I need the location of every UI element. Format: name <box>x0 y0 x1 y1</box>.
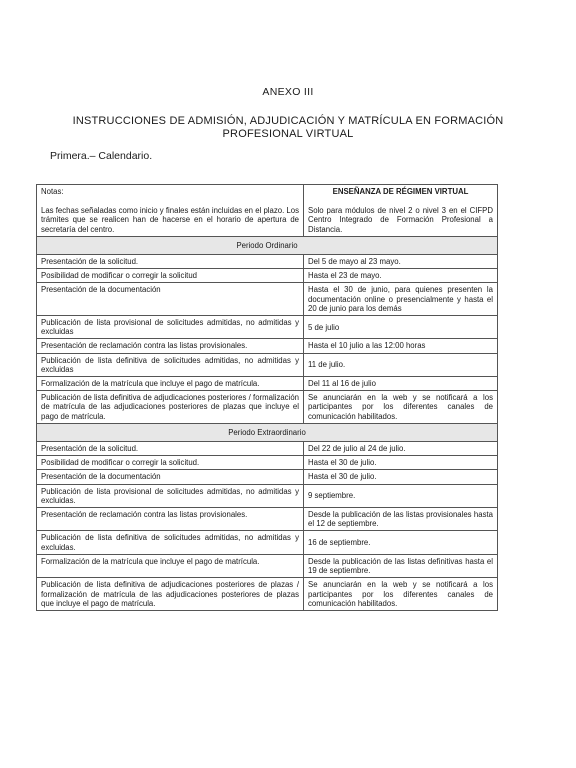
notes-label: Notas: <box>41 187 64 196</box>
notes-text: Las fechas señaladas como inicio y finales están incluidas en el plazo. Los trámites que se realicen han de hacerse en el horario de apertura de secretaría del centro. <box>41 206 299 234</box>
date-cell: Se anunciarán en la web y se notificará a los participantes por los diferentes canales de comunicación habilitados. <box>304 578 498 611</box>
step-cell: Presentación de la solicitud. <box>37 255 304 269</box>
table-row <box>37 484 498 507</box>
table-row <box>37 269 498 283</box>
date-cell: 5 de julio <box>304 316 498 339</box>
step-cell: Presentación de la documentación <box>37 470 304 484</box>
date-cell: Desde la publicación de las listas definitivas hasta el 19 de septiembre. <box>304 554 498 577</box>
table-row <box>37 442 498 456</box>
step-cell: Presentación de reclamación contra las listas provisionales. <box>37 508 304 531</box>
table-row <box>37 339 498 353</box>
document-title: INSTRUCCIONES DE ADMISIÓN, ADJUDICACIÓN Y MATRÍCULA EN FORMACIÓN PROFESIONAL VIRTUAL <box>72 115 504 140</box>
step-cell: Publicación de lista provisional de solicitudes admitidas, no admitidas y excluidas <box>37 316 304 339</box>
section-row-extraordinario <box>37 423 498 441</box>
date-cell: 16 de septiembre. <box>304 531 498 554</box>
date-cell: Hasta el 30 de julio. <box>304 456 498 470</box>
extraordinario-rows <box>37 442 498 611</box>
table-row <box>37 456 498 470</box>
date-cell: Del 11 al 16 de julio <box>304 377 498 391</box>
table-row <box>37 255 498 269</box>
step-cell: Publicación de lista definitiva de adjudicaciones posteriores / formalización de matrícula de las adjudicaciones posteriores de plazas que incluye el pago de matrícula. <box>37 391 304 424</box>
date-cell: 9 septiembre. <box>304 484 498 507</box>
column-text: Solo para módulos de nivel 2 o nivel 3 en el CIFPD Centro Integrado de Formación Profesional a Distancia. <box>308 206 493 234</box>
step-cell: Formalización de la matrícula que incluye el pago de matrícula. <box>37 377 304 391</box>
calendar-table <box>36 184 498 611</box>
step-cell: Posibilidad de modificar o corregir la solicitud <box>37 269 304 283</box>
step-cell: Publicación de lista provisional de solicitudes admitidas, no admitidas y excluidas. <box>37 484 304 507</box>
table-row <box>37 578 498 611</box>
table-header-row <box>37 185 498 237</box>
step-cell: Posibilidad de modificar o corregir la solicitud. <box>37 456 304 470</box>
date-cell: Del 5 de mayo al 23 mayo. <box>304 255 498 269</box>
step-cell: Presentación de la solicitud. <box>37 442 304 456</box>
step-cell: Publicación de lista definitiva de solicitudes admitidas, no admitidas y excluidas <box>37 353 304 376</box>
step-cell: Presentación de la documentación <box>37 283 304 316</box>
section-row-ordinario <box>37 236 498 254</box>
table-row <box>37 531 498 554</box>
date-cell: Hasta el 23 de mayo. <box>304 269 498 283</box>
notes-cell <box>37 185 304 237</box>
table-row <box>37 377 498 391</box>
section-subheading: Primera.– Calendario. <box>50 150 153 162</box>
annex-label: ANEXO III <box>262 86 314 98</box>
date-cell: Hasta el 10 julio a las 12:00 horas <box>304 339 498 353</box>
column-heading: ENSEÑANZA DE RÉGIMEN VIRTUAL <box>332 187 469 196</box>
table-row <box>37 508 498 531</box>
table-row <box>37 316 498 339</box>
date-cell: Se anunciarán en la web y se notificará a los participantes por los diferentes canales de comunicación habilitados. <box>304 391 498 424</box>
date-cell: Hasta el 30 de julio. <box>304 470 498 484</box>
date-cell: Hasta el 30 de junio, para quienes presenten la documentación online o presencialmente y hasta el 20 de junio para los demás <box>304 283 498 316</box>
table-row <box>37 391 498 424</box>
regime-cell <box>304 185 498 237</box>
step-cell: Formalización de la matrícula que incluye el pago de matrícula. <box>37 554 304 577</box>
section-title: Periodo Ordinario <box>37 236 498 254</box>
table-row <box>37 353 498 376</box>
table-row <box>37 470 498 484</box>
date-cell: Desde la publicación de las listas provisionales hasta el 12 de septiembre. <box>304 508 498 531</box>
step-cell: Publicación de lista definitiva de solicitudes admitidas, no admitidas y excluidas. <box>37 531 304 554</box>
step-cell: Presentación de reclamación contra las listas provisionales. <box>37 339 304 353</box>
date-cell: Del 22 de julio al 24 de julio. <box>304 442 498 456</box>
step-cell: Publicación de lista definitiva de adjudicaciones posteriores de plazas / formalización de matrícula de las adjudicaciones posteriores de plazas que incluye el pago de matrícula. <box>37 578 304 611</box>
ordinario-rows <box>37 255 498 424</box>
table-row <box>37 283 498 316</box>
section-title: Periodo Extraordinario <box>37 423 498 441</box>
date-cell: 11 de julio. <box>304 353 498 376</box>
table-row <box>37 554 498 577</box>
